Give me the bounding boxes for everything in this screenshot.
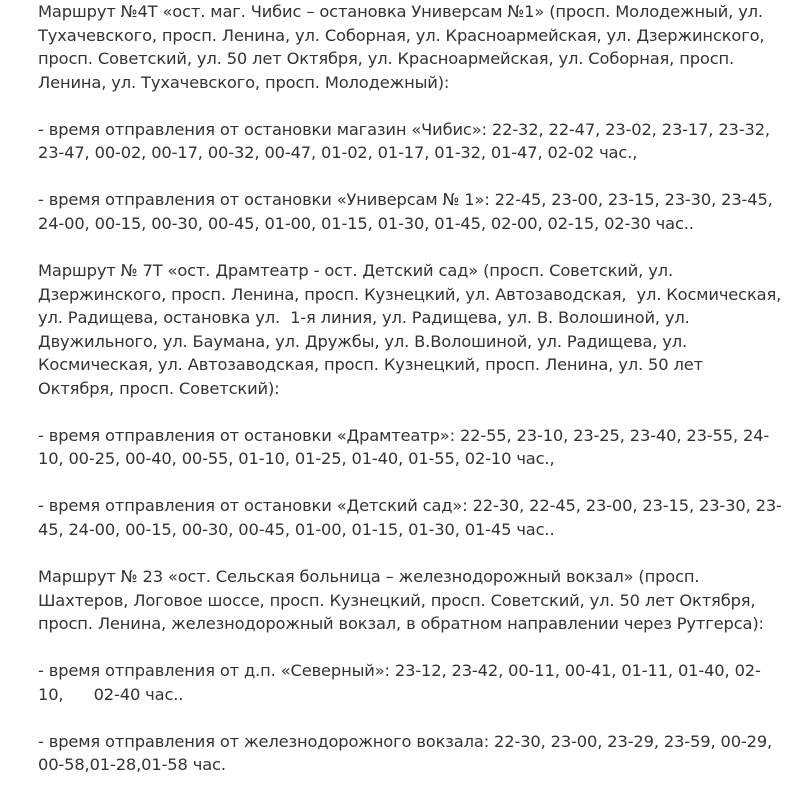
- route-23-description: Маршрут № 23 «ост. Сельская больница – железнодорожный вокзал» (просп. Шахтеров, Логовое шоссе, просп. Кузнецкий, просп. Советский, ул. 50 лет Октября, просп. Ленина, железнодорожный вокзал, в обратном направлении через Рутгерса):: [38, 567, 764, 634]
- route-7t-schedule-detsky-sad: - время отправления от остановки «Детский сад»: 22-30, 22-45, 23-00, 23-15, 23-30, 23-45, 24-00, 00-15, 00-30, 00-45, 01-00, 01-15, 01-30, 01-45 час..: [38, 496, 782, 540]
- route-4t-schedule-universam: - время отправления от остановки «Универсам № 1»: 22-45, 23-00, 23-15, 23-30, 23-45, 24-00, 00-15, 00-30, 00-45, 01-00, 01-15, 01-30, 01-45, 02-00, 02-15, 02-30 час..: [38, 190, 788, 233]
- document-body: [38, 0, 788, 800]
- route-4t-schedule-chibis: - время отправления от остановки магазин «Чибис»: 22-32, 22-47, 23-02, 23-17, 23-32, 23-47, 00-02, 00-17, 00-32, 00-47, 01-02, 01-17, 01-32, 01-47, 02-02 час.,: [38, 119, 775, 163]
- route-4t-description: Маршрут №4Т «ост. маг. Чибис – остановка Универсам №1» (просп. Молодежный, ул. Тухачевского, просп. Ленина, ул. Соборная, ул. Красноармейская, ул. Дзержинского, просп. Советский, ул. 50 лет Октября, ул. Красноармейская, ул. Соборная, просп. Ленина, ул. Тухачевского, просп. Молодежный):: [38, 2, 770, 92]
- route-23-schedule-severny: - время отправления от д.п. «Северный»: 23-12, 23-42, 00-11, 00-41, 01-11, 01-40, 02-10, 02-40 час..: [38, 661, 761, 704]
- route-7t-schedule-dramteatr: - время отправления от остановки «Драмтеатр»: 22-55, 23-10, 23-25, 23-40, 23-55, 24-10, 00-25, 00-40, 00-55, 01-10, 01-25, 01-40, 01-55, 02-10 час.,: [38, 425, 770, 469]
- route-23-schedule-vokzal: - время отправления от железнодорожного вокзала: 22-30, 23-00, 23-29, 23-59, 00-29, 00-58,01-28,01-58 час.: [38, 731, 778, 775]
- route-7t-description: Маршрут № 7Т «ост. Драмтеатр - ост. Детский сад» (просп. Советский, ул. Дзержинского, просп. Ленина, просп. Кузнецкий, ул. Автозаводская, ул. Космическая, ул. Радищева, остановка ул. 1-я линия, ул. Радищева, ул. В. Волошиной, ул. Двужильного, ул. Баумана, ул. Дружбы, ул. В.Волошиной, ул. Радищева, ул. Космическая, ул. Автозаводская, просп. Кузнецкий, просп. Ленина, ул. 50 лет Октября, просп. Советский):: [38, 260, 787, 398]
